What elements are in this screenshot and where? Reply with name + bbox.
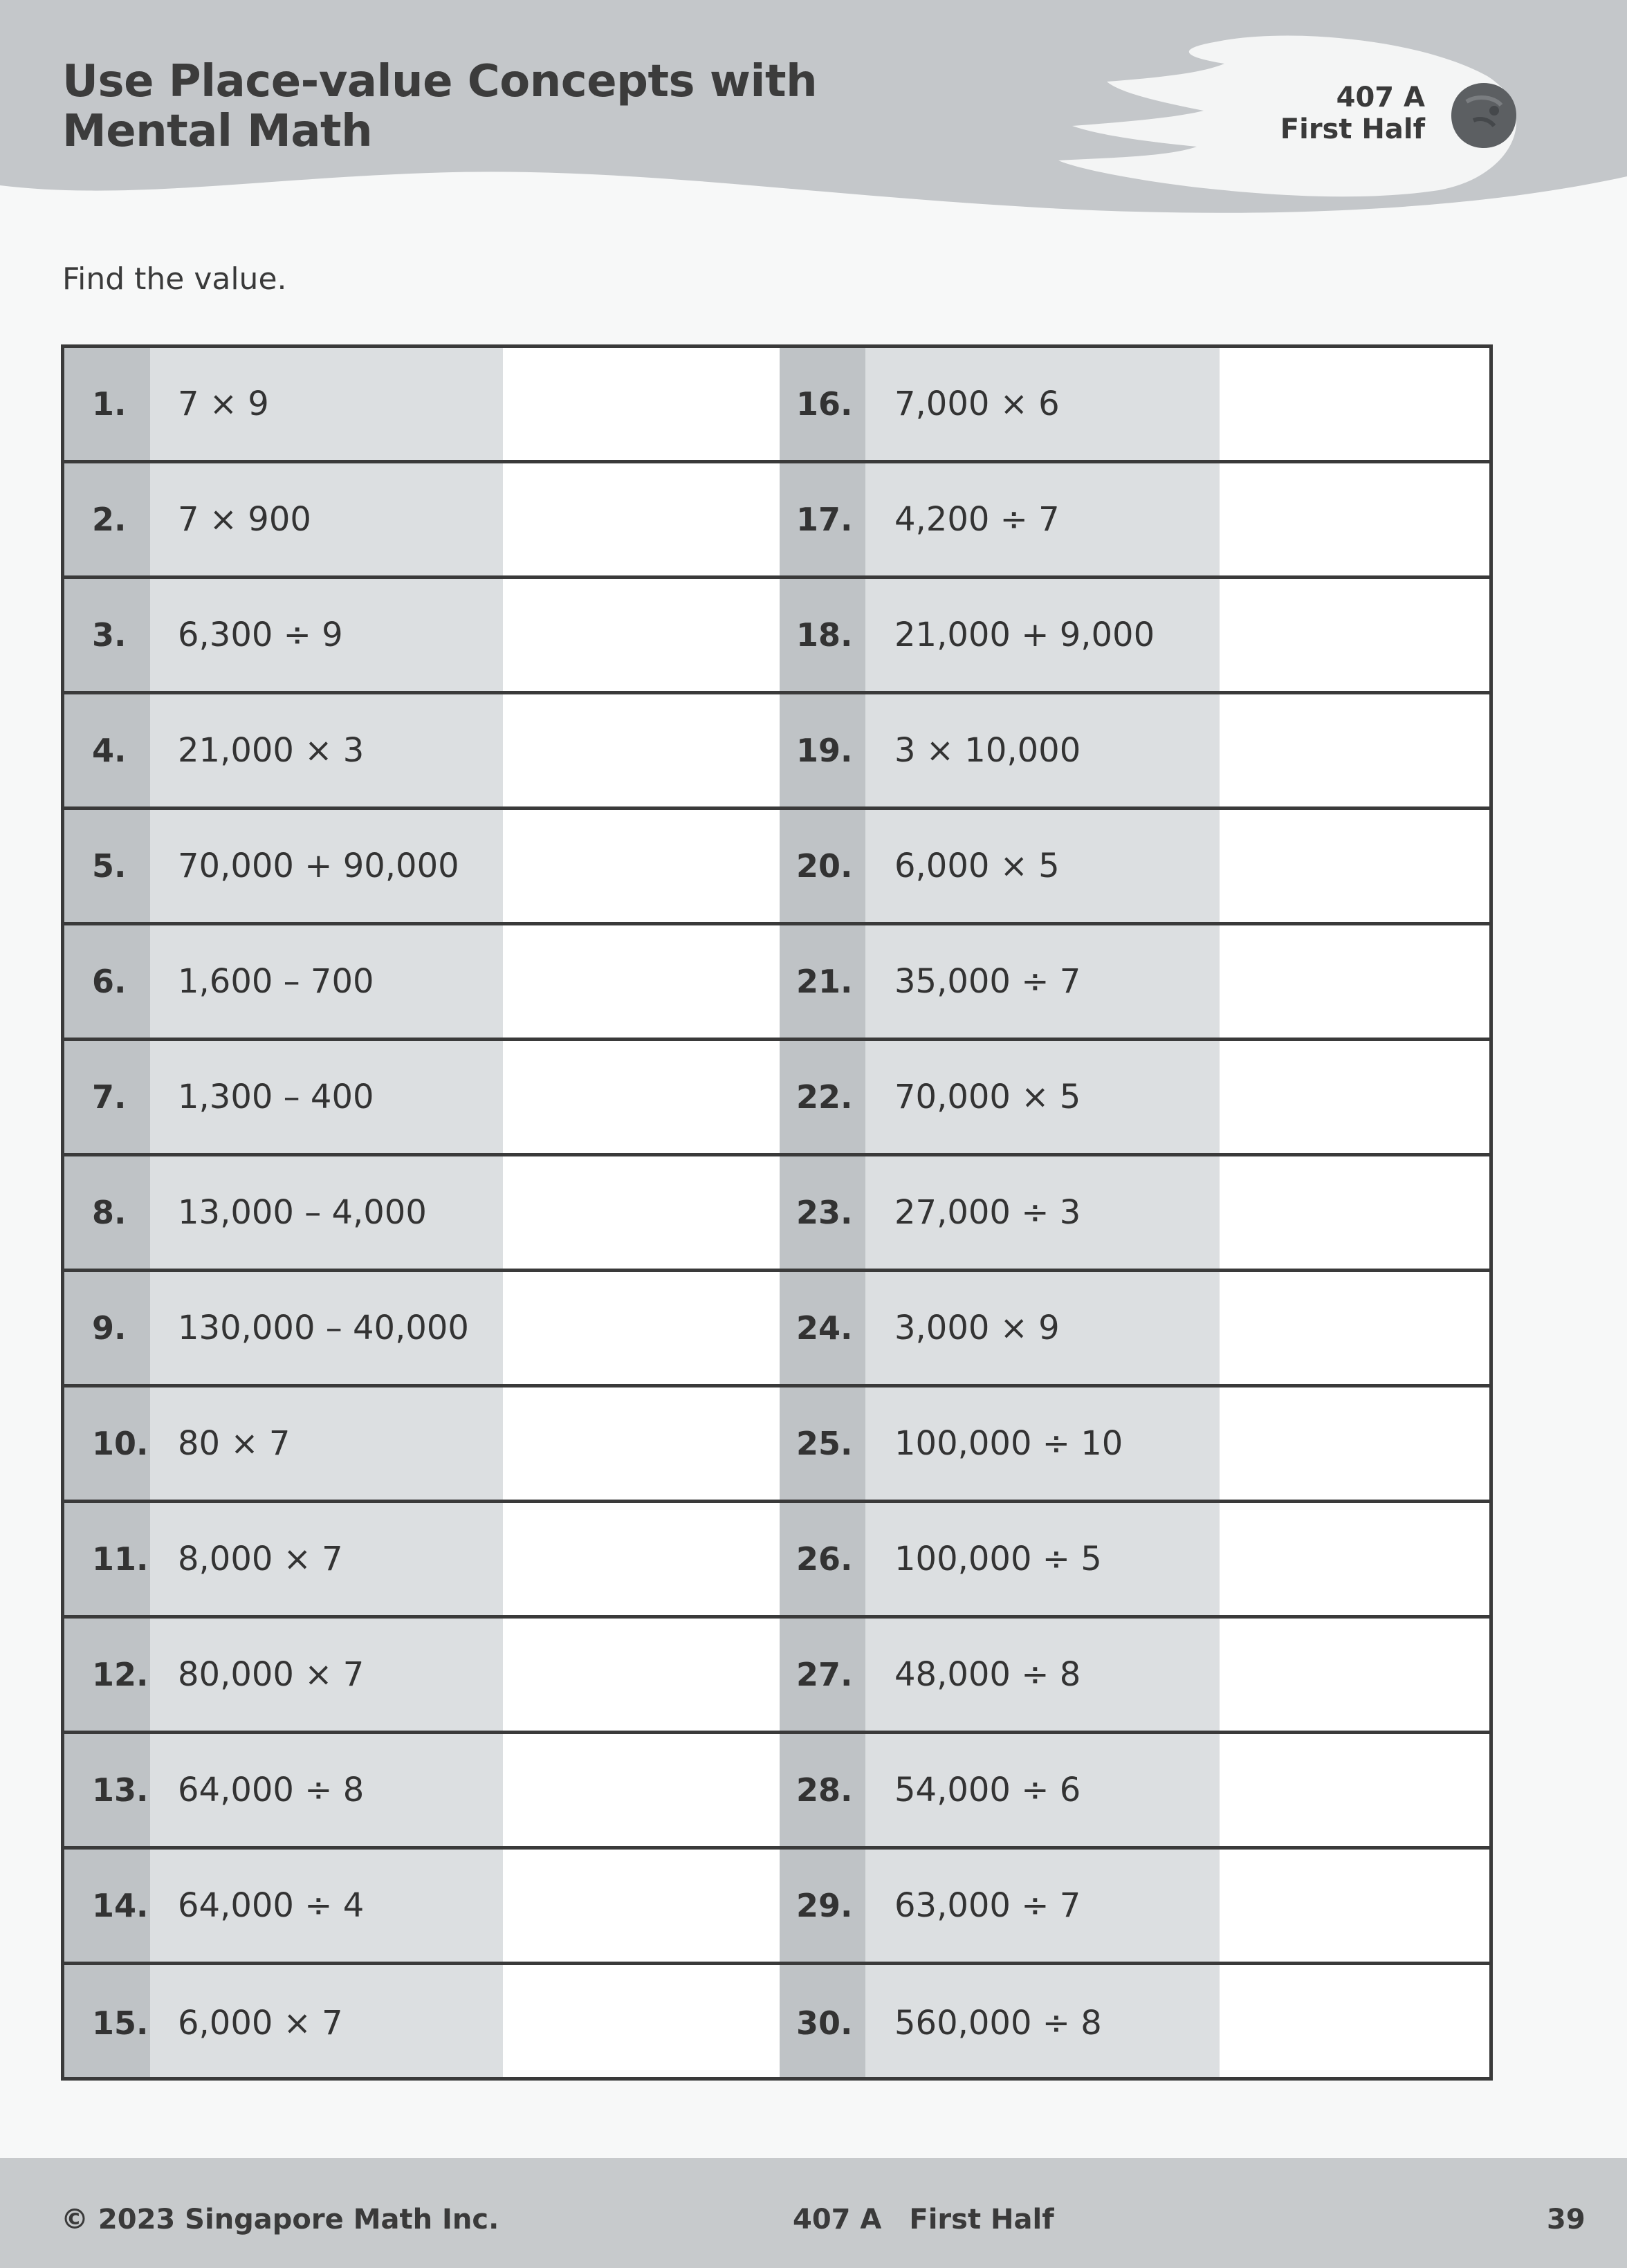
problem-expression: 7,000 × 6 bbox=[894, 385, 1060, 423]
table-row bbox=[64, 463, 1489, 579]
problem-number: 5. bbox=[92, 847, 127, 885]
answer-cell[interactable] bbox=[1220, 1387, 1493, 1500]
answer-cell[interactable] bbox=[503, 463, 780, 575]
problem-expression: 63,000 ÷ 7 bbox=[894, 1886, 1081, 1925]
problem-number: 18. bbox=[796, 616, 853, 654]
problem-expression: 7 × 9 bbox=[178, 385, 269, 423]
table-row bbox=[64, 579, 1489, 694]
answer-cell[interactable] bbox=[503, 810, 780, 922]
problem-number: 20. bbox=[796, 847, 853, 885]
level-half: First Half bbox=[1280, 113, 1425, 145]
answer-cell[interactable] bbox=[503, 1965, 780, 2081]
problem-number: 29. bbox=[796, 1887, 853, 1924]
problem-number: 27. bbox=[796, 1656, 853, 1693]
problem-number: 2. bbox=[92, 501, 127, 538]
problem-expression: 48,000 ÷ 8 bbox=[894, 1655, 1081, 1694]
problem-expression: 6,000 × 7 bbox=[178, 2003, 343, 2043]
answer-cell[interactable] bbox=[503, 1850, 780, 1962]
comet-rock-icon bbox=[1446, 77, 1522, 154]
answer-cell[interactable] bbox=[1220, 1272, 1493, 1384]
problem-expression: 80,000 × 7 bbox=[178, 1655, 365, 1694]
problem-number: 16. bbox=[796, 385, 853, 423]
problem-expression: 4,200 ÷ 7 bbox=[894, 500, 1060, 539]
answer-cell[interactable] bbox=[1220, 463, 1493, 575]
answer-cell[interactable] bbox=[1220, 348, 1493, 460]
answer-cell[interactable] bbox=[1220, 1850, 1493, 1962]
problem-number: 14. bbox=[92, 1887, 149, 1924]
problem-number: 24. bbox=[796, 1309, 853, 1347]
problem-expression: 64,000 ÷ 4 bbox=[178, 1886, 365, 1925]
answer-cell[interactable] bbox=[1220, 1734, 1493, 1846]
problem-number: 30. bbox=[796, 2004, 853, 2042]
answer-cell[interactable] bbox=[503, 1619, 780, 1731]
table-row bbox=[64, 1734, 1489, 1850]
page-number: 39 bbox=[1547, 2204, 1585, 2235]
problem-number: 12. bbox=[92, 1656, 149, 1693]
answer-cell[interactable] bbox=[503, 348, 780, 460]
answer-cell[interactable] bbox=[503, 1387, 780, 1500]
table-row bbox=[64, 1041, 1489, 1156]
problem-number: 4. bbox=[92, 732, 127, 769]
table-row bbox=[64, 1965, 1489, 2081]
answer-cell[interactable] bbox=[503, 694, 780, 806]
problem-expression: 54,000 ÷ 6 bbox=[894, 1771, 1081, 1809]
answer-cell[interactable] bbox=[503, 1041, 780, 1153]
page-title bbox=[62, 57, 817, 156]
table-row bbox=[64, 1272, 1489, 1387]
problem-expression: 21,000 + 9,000 bbox=[894, 616, 1155, 654]
footer-half: First Half bbox=[909, 2204, 1054, 2235]
problem-number: 10. bbox=[92, 1425, 149, 1462]
answer-cell[interactable] bbox=[1220, 694, 1493, 806]
level-code: 407 A bbox=[1336, 82, 1425, 113]
problem-number: 3. bbox=[92, 616, 127, 654]
title-line-1: Use Place-value Concepts with bbox=[62, 56, 818, 107]
answer-cell[interactable] bbox=[1220, 1503, 1493, 1615]
problem-expression: 80 × 7 bbox=[178, 1424, 291, 1463]
problem-expression: 27,000 ÷ 3 bbox=[894, 1193, 1081, 1232]
problem-expression: 130,000 – 40,000 bbox=[178, 1309, 469, 1347]
table-row bbox=[64, 1503, 1489, 1619]
problem-number: 1. bbox=[92, 385, 127, 423]
answer-cell[interactable] bbox=[1220, 1156, 1493, 1269]
table-row bbox=[64, 694, 1489, 810]
problem-expression: 560,000 ÷ 8 bbox=[894, 2003, 1102, 2043]
answer-cell[interactable] bbox=[503, 1503, 780, 1615]
problem-expression: 3,000 × 9 bbox=[894, 1309, 1060, 1347]
answer-cell[interactable] bbox=[1220, 925, 1493, 1038]
problem-expression: 100,000 ÷ 10 bbox=[894, 1424, 1123, 1463]
answer-cell[interactable] bbox=[1220, 1965, 1493, 2081]
problem-expression: 64,000 ÷ 8 bbox=[178, 1771, 365, 1809]
problem-number: 23. bbox=[796, 1194, 853, 1231]
problem-number: 13. bbox=[92, 1771, 149, 1809]
problem-expression: 3 × 10,000 bbox=[894, 731, 1081, 770]
title-line-2: Mental Math bbox=[62, 106, 373, 157]
problem-expression: 100,000 ÷ 5 bbox=[894, 1540, 1102, 1578]
problem-expression: 21,000 × 3 bbox=[178, 731, 365, 770]
problem-number: 9. bbox=[92, 1309, 127, 1347]
problem-expression: 70,000 + 90,000 bbox=[178, 847, 459, 885]
answer-cell[interactable] bbox=[503, 925, 780, 1038]
problem-number: 25. bbox=[796, 1425, 853, 1462]
problem-number: 6. bbox=[92, 963, 127, 1000]
problem-expression: 35,000 ÷ 7 bbox=[894, 962, 1081, 1001]
answer-cell[interactable] bbox=[1220, 1041, 1493, 1153]
problem-number: 8. bbox=[92, 1194, 127, 1231]
problem-number: 28. bbox=[796, 1771, 853, 1809]
footer-level bbox=[793, 2204, 1054, 2235]
problem-number: 15. bbox=[92, 2004, 149, 2042]
problem-number: 22. bbox=[796, 1078, 853, 1116]
answer-cell[interactable] bbox=[1220, 1619, 1493, 1731]
problem-number: 26. bbox=[796, 1540, 853, 1578]
problem-expression: 1,600 – 700 bbox=[178, 962, 374, 1001]
table-row bbox=[64, 1619, 1489, 1734]
answer-cell[interactable] bbox=[1220, 579, 1493, 691]
problem-expression: 6,000 × 5 bbox=[894, 847, 1060, 885]
table-row bbox=[64, 810, 1489, 925]
instruction: Find the value. bbox=[62, 261, 287, 297]
problem-number: 7. bbox=[92, 1078, 127, 1116]
problem-table bbox=[61, 344, 1493, 2081]
problem-expression: 70,000 × 5 bbox=[894, 1078, 1081, 1116]
table-row bbox=[64, 1387, 1489, 1503]
answer-cell[interactable] bbox=[503, 1156, 780, 1269]
level-tag bbox=[1245, 82, 1425, 145]
problem-expression: 13,000 – 4,000 bbox=[178, 1193, 427, 1232]
table-row bbox=[64, 1850, 1489, 1965]
problem-expression: 1,300 – 400 bbox=[178, 1078, 374, 1116]
problem-number: 11. bbox=[92, 1540, 149, 1578]
answer-cell[interactable] bbox=[1220, 810, 1493, 922]
problem-expression: 7 × 900 bbox=[178, 500, 311, 539]
table-row bbox=[64, 348, 1489, 463]
table-row bbox=[64, 1156, 1489, 1272]
copyright: © 2023 Singapore Math Inc. bbox=[61, 2204, 499, 2235]
footer-code: 407 A bbox=[793, 2204, 882, 2235]
problem-expression: 6,300 ÷ 9 bbox=[178, 616, 343, 654]
problem-expression: 8,000 × 7 bbox=[178, 1540, 343, 1578]
table-row bbox=[64, 925, 1489, 1041]
answer-cell[interactable] bbox=[503, 1272, 780, 1384]
problem-number: 21. bbox=[796, 963, 853, 1000]
problem-number: 19. bbox=[796, 732, 853, 769]
answer-cell[interactable] bbox=[503, 1734, 780, 1846]
problem-number: 17. bbox=[796, 501, 853, 538]
answer-cell[interactable] bbox=[503, 579, 780, 691]
